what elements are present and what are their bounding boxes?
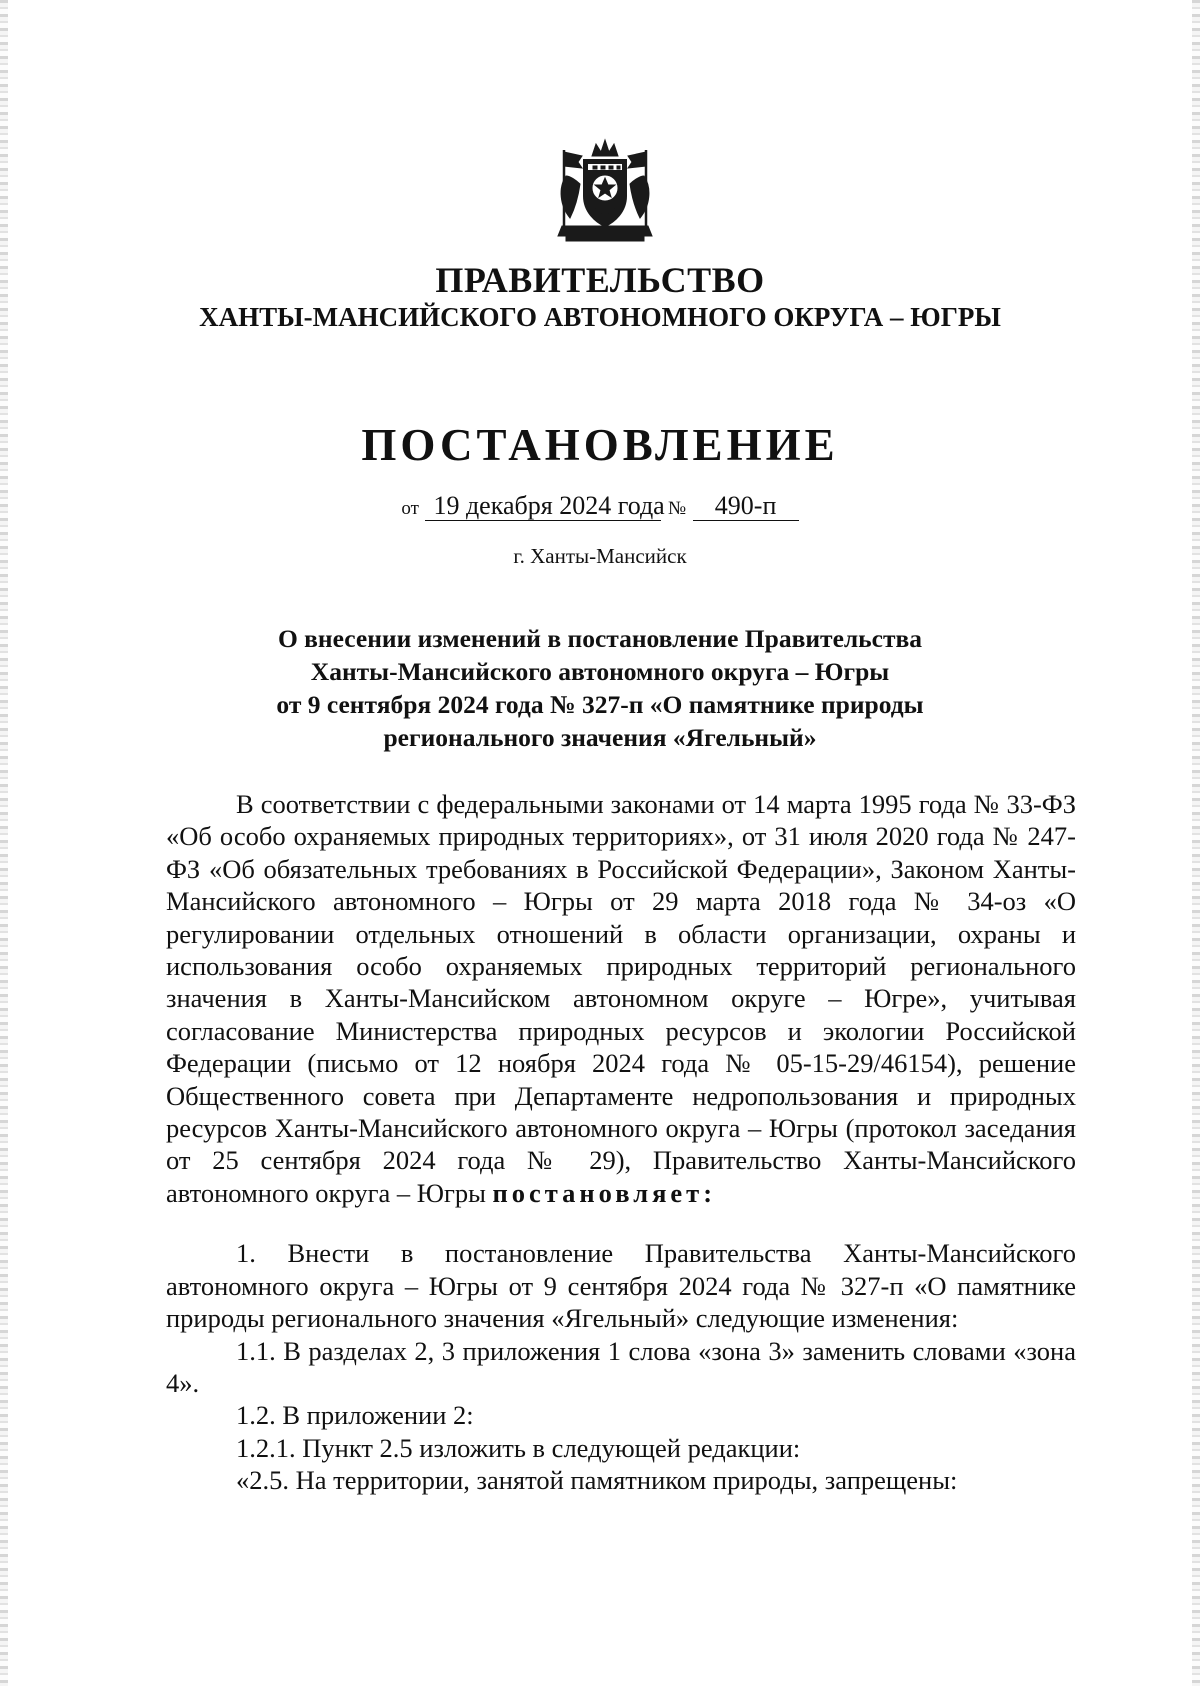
item-1-2-1-paragraph: 1.2.1. Пункт 2.5 изложить в следующей редакции:: [236, 1432, 801, 1463]
coat-of-arms-icon: [548, 136, 662, 246]
item-2-5-quote-paragraph: «2.5. На территории, занятой памятником природы, запрещены:: [236, 1465, 958, 1496]
government-subtitle: ХАНТЫ-МАНСИЙСКОГО АВТОНОМНОГО ОКРУГА – ЮГРЫ: [199, 302, 1001, 332]
document-city: г. Ханты-Мансийск: [513, 544, 687, 568]
document-number: 490-п: [693, 492, 799, 521]
resolves-word: постановляет:: [492, 1177, 717, 1208]
heading-line: от 9 сентября 2024 года № 327-п «О памятнике природы: [276, 690, 924, 719]
number-prefix: №: [667, 498, 687, 519]
date-number-line: [0, 490, 1200, 525]
document-date: 19 декабря 2024 года: [425, 492, 661, 521]
heading-line: регионального значения «Ягельный»: [383, 723, 817, 752]
heading-line: Ханты-Мансийского автономного округа – Югры: [310, 657, 890, 686]
scan-edge-left: [0, 0, 8, 1686]
government-title: ПРАВИТЕЛЬСТВО: [435, 260, 765, 300]
document-heading: [180, 622, 1020, 754]
document-type-title: ПОСТАНОВЛЕНИЕ: [361, 420, 839, 470]
date-prefix: от: [401, 498, 419, 519]
item-1-2-paragraph: 1.2. В приложении 2:: [236, 1400, 474, 1431]
scan-edge-right: [1192, 0, 1200, 1686]
item-1-paragraph: 1. Внести в постановление Правительства Ханты-Мансийского автономного округа – Югры от 9 сентября 2024 года № 327-п «О памятнике природы регионального значения «Ягельный» следующие изменения:: [166, 1238, 1076, 1334]
preamble-paragraph: [166, 788, 1076, 1209]
preamble-text: В соответствии с федеральными законами от 14 марта 1995 года № 33-ФЗ «Об особо охраняемых природных территориях», от 31 июля 2020 года № 247-ФЗ «Об обязательных требованиях в Российской Федерации», Законом Ханты-Мансийского автономного – Югры от 29 марта 2018 года № 34-оз «О регулировании отдельных отношений в области организации, охраны и использования особо охраняемых природных территорий регионального значения в Ханты-Мансийском автономном округе – Югре», учитывая согласование Министерства природных ресурсов и экологии Российской Федерации (письмо от 12 ноября 2024 года № 05-15-29/46154), решение Общественного совета при Департаменте недропользования и природных ресурсов Ханты-Мансийского автономного округа – Югры (протокол заседания от 25 сентября 2024 года № 29), Правительство Ханты-Мансийского автономного округа – Югры: [166, 789, 1076, 1208]
heading-line: О внесении изменений в постановление Правительства: [277, 624, 923, 653]
document-body: [166, 788, 1076, 1497]
item-1-1-paragraph: 1.1. В разделах 2, 3 приложения 1 слова «зона 3» заменить словами «зона 4».: [166, 1335, 1076, 1398]
